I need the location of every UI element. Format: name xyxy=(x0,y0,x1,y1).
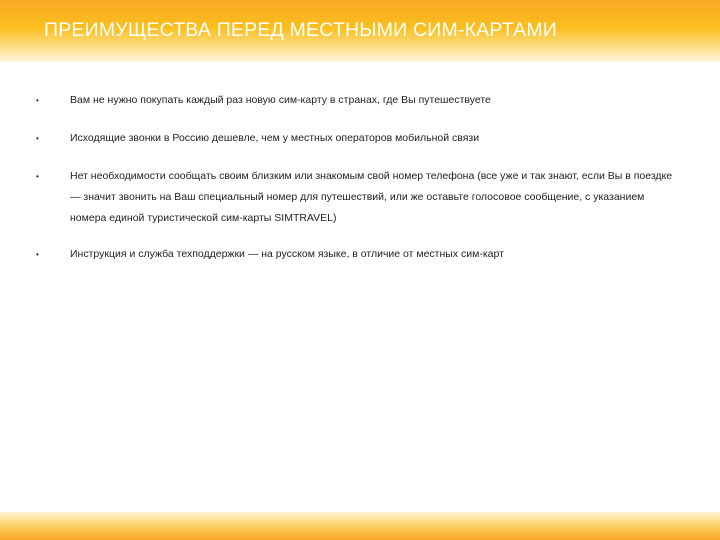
slide-title: ПРЕИМУЩЕСТВА ПЕРЕД МЕСТНЫМИ СИМ-КАРТАМИ xyxy=(44,19,558,41)
bullet-list xyxy=(36,90,676,282)
bullet-item xyxy=(36,128,676,149)
bullet-marker: • xyxy=(36,172,39,181)
bullet-text: Нет необходимости сообщать своим близким или знакомым свой номер телефона (все уже и так знают, если Вы в поездке — значит звонить на Ваш специальный номер для путешествий, или же оставьте голосовое сообщение, с указанием номера единой туристической сим-карты SIMTRAVEL) xyxy=(70,170,673,224)
bullet-item xyxy=(36,244,676,265)
bullet-text: Вам не нужно покупать каждый раз новую сим-карту в странах, где Вы путешествуете xyxy=(70,94,491,106)
footer-bar xyxy=(0,512,720,540)
bullet-item xyxy=(36,166,676,229)
header-bar xyxy=(0,0,720,62)
bullet-marker: • xyxy=(36,134,39,143)
bullet-marker: • xyxy=(36,96,39,105)
bullet-marker: • xyxy=(36,250,39,259)
bullet-item xyxy=(36,90,676,111)
bullet-text: Исходящие звонки в Россию дешевле, чем у местных операторов мобильной связи xyxy=(70,132,480,144)
bullet-text: Инструкция и служба техподдержки — на русском языке, в отличие от местных сим-карт xyxy=(70,248,504,260)
